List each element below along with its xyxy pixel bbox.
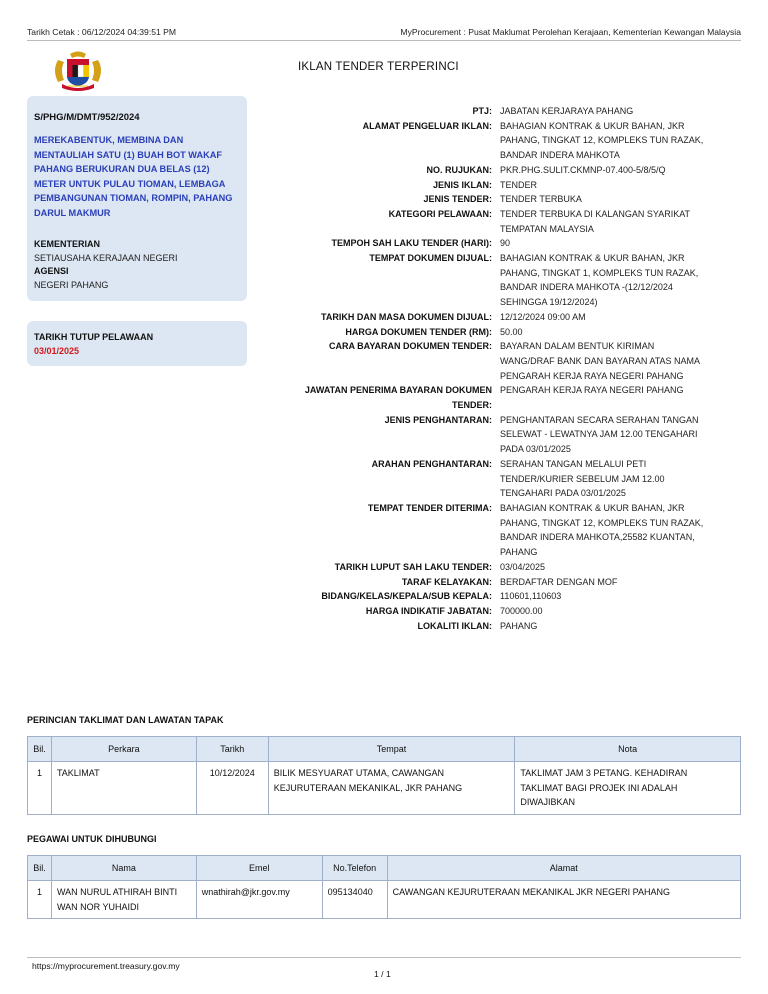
detail-label: HARGA DOKUMEN TENDER (RM): — [345, 326, 492, 337]
detail-value: 700000.00 — [500, 605, 543, 616]
detail-row — [260, 383, 740, 412]
detail-row — [260, 310, 740, 325]
detail-value: PENGHANTARAN SECARA SERAHAN TANGAN SELEWAT - LEWATNYA JAM 12.00 TENGAHARI PADA 03/01/2025 — [500, 414, 699, 455]
detail-row — [260, 501, 740, 560]
detail-label: BIDANG/KELAS/KEPALA/SUB KEPALA: — [321, 591, 492, 602]
detail-label: TARIKH LUPUT SAH LAKU TENDER: — [334, 561, 492, 572]
print-header — [27, 27, 741, 39]
agency-value: NEGERI PAHANG — [34, 280, 109, 290]
detail-label: CARA BAYARAN DOKUMEN TENDER: — [328, 341, 492, 352]
detail-label: LOKALITI IKLAN: — [417, 620, 492, 631]
detail-row — [260, 589, 740, 604]
detail-label: ALAMAT PENGELUAR IKLAN: — [362, 120, 492, 131]
detail-row — [260, 457, 740, 501]
detail-row — [260, 104, 740, 119]
detail-row — [260, 207, 740, 236]
detail-value: BAYARAN DALAM BENTUK KIRIMAN WANG/DRAF BANK DAN BAYARAN ATAS NAMA PENGARAH KERJA RAYA NEGERI PAHANG — [500, 341, 701, 381]
detail-label: JAWATAN PENERIMA BAYARAN DOKUMEN TENDER: — [304, 385, 492, 411]
cell-tempat: BILIK MESYUARAT UTAMA, CAWANGAN KEJURUTERAAN MEKANIKAL, JKR PAHANG — [268, 762, 515, 815]
col-tarikh: Tarikh — [196, 737, 268, 762]
detail-row — [260, 604, 740, 619]
detail-label: TEMPAT DOKUMEN DIJUAL: — [369, 253, 492, 264]
col-bil: Bil. — [28, 856, 52, 881]
detail-row — [260, 251, 740, 310]
header-divider — [27, 40, 741, 41]
page-title: IKLAN TENDER TERPERINCI — [298, 61, 459, 73]
briefing-table — [27, 736, 741, 815]
cell-bil: 1 — [28, 762, 52, 815]
detail-row — [260, 339, 740, 383]
detail-value: TENDER TERBUKA — [500, 194, 582, 205]
detail-value: JABATAN KERJARAYA PAHANG — [500, 106, 634, 116]
detail-value: 03/04/2025 — [500, 561, 546, 572]
detail-value: 90 — [500, 238, 511, 249]
table-header-row — [28, 856, 741, 881]
contacts-section-title: PEGAWAI UNTUK DIHUBUNGI — [27, 834, 157, 844]
tender-summary-card — [27, 96, 247, 301]
cell-nota: TAKLIMAT JAM 3 PETANG. KEHADIRAN TAKLIMAT BAGI PROJEK INI ADALAH DIWAJIBKAN — [515, 762, 741, 815]
detail-row — [260, 178, 740, 193]
tender-title: MEREKABENTUK, MEMBINA DAN MENTAULIAH SATU (1) BUAH BOT WAKAF PAHANG BERUKURAN DUA BELAS (12) METER UNTUK PULAU TIOMAN, LEMBAGA PEMBANGUNAN TIOMAN, ROMPIN, PAHANG DARUL MAKMUR — [34, 135, 233, 218]
detail-value: 12/12/2024 09:00 AM — [500, 311, 586, 322]
col-tempat: Tempat — [268, 737, 515, 762]
closing-date-label: TARIKH TUTUP PELAWAAN — [34, 332, 154, 342]
detail-label: JENIS TENDER: — [423, 194, 492, 205]
briefing-section-title: PERINCIAN TAKLIMAT DAN LAWATAN TAPAK — [27, 715, 224, 725]
detail-row — [260, 575, 740, 590]
detail-label: TEMPAT TENDER DITERIMA: — [367, 502, 492, 513]
detail-value: TENDER — [500, 179, 538, 190]
detail-value: PENGARAH KERJA RAYA NEGERI PAHANG — [500, 385, 684, 396]
site-title: MyProcurement : Pusat Maklumat Perolehan Kerajaan, Kementerian Kewangan Malaysia — [400, 27, 741, 37]
detail-label: NO. RUJUKAN: — [426, 164, 492, 175]
tender-reference: S/PHG/M/DMT/952/2024 — [34, 112, 140, 123]
contacts-table — [27, 855, 741, 919]
ministry-label: KEMENTERIAN — [34, 239, 101, 249]
detail-value: 50.00 — [500, 326, 523, 337]
detail-label: TEMPOH SAH LAKU TENDER (HARI): — [331, 238, 492, 249]
detail-row — [260, 163, 740, 178]
table-row — [28, 881, 741, 919]
detail-label: JENIS IKLAN: — [432, 179, 492, 190]
detail-row — [260, 413, 740, 457]
cell-telefon: 095134040 — [322, 881, 387, 919]
detail-value: TENDER TERBUKA DI KALANGAN SYARIKAT TEMPATAN MALAYSIA — [500, 208, 691, 234]
cell-nama: WAN NURUL ATHIRAH BINTI WAN NOR YUHAIDI — [51, 881, 196, 919]
detail-label: TARIKH DAN MASA DOKUMEN DIJUAL: — [321, 311, 492, 322]
table-header-row — [28, 737, 741, 762]
cell-alamat: CAWANGAN KEJURUTERAAN MEKANIKAL JKR NEGERI PAHANG — [387, 881, 740, 919]
col-bil: Bil. — [28, 737, 52, 762]
col-perkara: Perkara — [51, 737, 196, 762]
footer-url[interactable]: https://myprocurement.treasury.gov.my — [32, 961, 180, 971]
cell-perkara: TAKLIMAT — [51, 762, 196, 815]
detail-label: HARGA INDIKATIF JABATAN: — [365, 605, 492, 616]
col-emel: Emel — [196, 856, 322, 881]
col-telefon: No.Telefon — [322, 856, 387, 881]
detail-value: PKR.PHG.SULIT.CKMNP-07.400-5/8/5/Q — [500, 164, 666, 175]
footer-divider — [27, 957, 741, 958]
detail-value: BAHAGIAN KONTRAK & UKUR BAHAN, JKR PAHANG, TINGKAT 12, KOMPLEKS TUN RAZAK, BANDAR INDERA MAHKOTA,25582 KUANTAN, PAHANG — [500, 502, 704, 558]
detail-value: BAHAGIAN KONTRAK & UKUR BAHAN, JKR PAHANG, TINGKAT 1, KOMPLEKS TUN RAZAK, BANDAR INDERA MAHKOTA -(12/12/2024 SEHINGGA 19/12/2024) — [500, 253, 699, 308]
detail-row — [260, 192, 740, 207]
detail-row — [260, 236, 740, 251]
closing-date-value: 03/01/2025 — [34, 346, 80, 356]
tender-details — [260, 104, 740, 633]
detail-label: KATEGORI PELAWAAN: — [388, 208, 492, 219]
cell-tarikh: 10/12/2024 — [196, 762, 268, 815]
detail-value: 110601,110603 — [500, 591, 562, 602]
detail-label: TARAF KELAYAKAN: — [401, 576, 492, 587]
page-number: 1 / 1 — [374, 969, 391, 979]
detail-label: PTJ: — [472, 106, 492, 116]
detail-row — [260, 119, 740, 163]
detail-row — [260, 325, 740, 340]
print-date: Tarikh Cetak : 06/12/2024 04:39:51 PM — [27, 27, 177, 37]
detail-label: JENIS PENGHANTARAN: — [384, 414, 492, 425]
detail-label: ARAHAN PENGHANTARAN: — [371, 458, 492, 469]
cell-bil: 1 — [28, 881, 52, 919]
detail-row — [260, 560, 740, 575]
detail-value: BERDAFTAR DENGAN MOF — [500, 576, 618, 587]
table-row — [28, 762, 741, 815]
detail-value: BAHAGIAN KONTRAK & UKUR BAHAN, JKR PAHANG, TINGKAT 12, KOMPLEKS TUN RAZAK, BANDAR INDERA MAHKOTA — [500, 120, 704, 161]
coat-of-arms-icon — [48, 50, 108, 92]
col-alamat: Alamat — [387, 856, 740, 881]
cell-emel[interactable]: wnathirah@jkr.gov.my — [196, 881, 322, 919]
detail-value: SERAHAN TANGAN MELALUI PETI TENDER/KURIER SEBELUM JAM 12.00 TENGAHARI PADA 03/01/2025 — [500, 458, 665, 499]
closing-date-card — [27, 321, 247, 366]
detail-row — [260, 619, 740, 634]
agency-label: AGENSI — [34, 266, 69, 276]
ministry-value: SETIAUSAHA KERAJAAN NEGERI — [34, 253, 178, 263]
detail-value: PAHANG — [500, 620, 538, 631]
col-nama: Nama — [51, 856, 196, 881]
col-nota: Nota — [515, 737, 741, 762]
